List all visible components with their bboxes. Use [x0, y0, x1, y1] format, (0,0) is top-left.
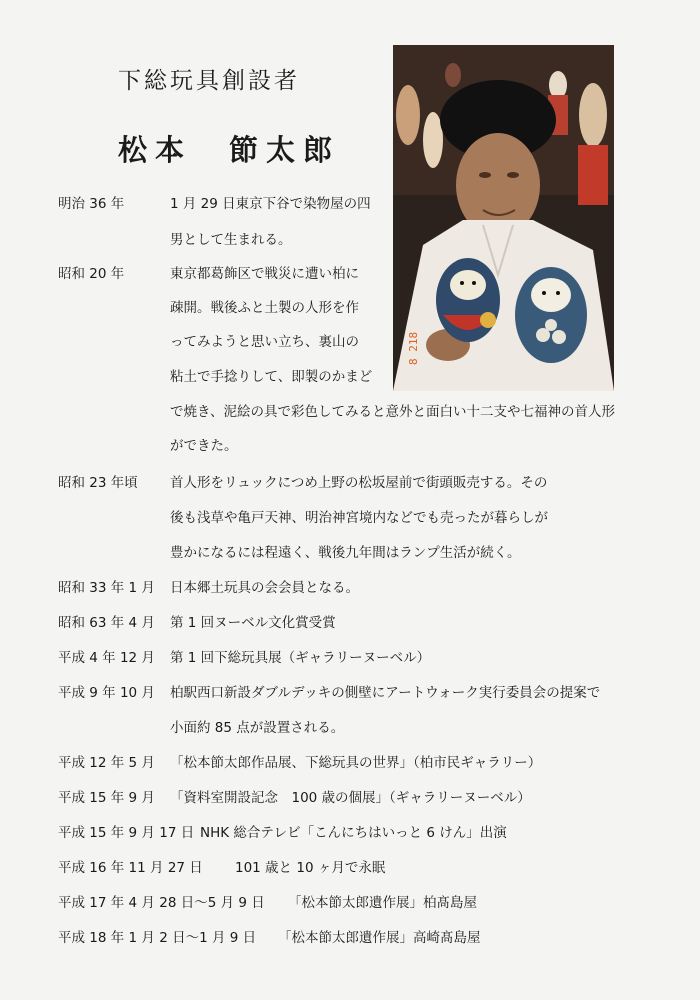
- photo-date-stamp: 8 218: [407, 331, 420, 365]
- entry-date: 平成 15 年 9 月: [58, 790, 155, 806]
- entry-date: 平成 18 年 1 月 2 日～1 月 9 日: [58, 930, 257, 946]
- entry-date: 昭和 33 年 1 月: [58, 580, 155, 596]
- entry-date: 平成 9 年 10 月: [58, 685, 155, 701]
- daruma-doll-left: [436, 258, 500, 342]
- entry-text: 1 月 29 日東京下谷で染物屋の四: [170, 196, 371, 212]
- entry-text: ができた。: [170, 438, 238, 454]
- entry-date: 昭和 63 年 4 月: [58, 615, 155, 631]
- entry-text: ってみようと思い立ち、裏山の: [170, 334, 359, 350]
- entry-text: 小面約 85 点が設置される。: [170, 720, 345, 736]
- entry-date: 平成 17 年 4 月 28 日～5 月 9 日: [58, 895, 265, 911]
- portrait-photo: [393, 45, 614, 391]
- entry-text: 「松本節太郎遺作展」高崎髙島屋: [278, 930, 481, 946]
- entry-text: 疎開。戦後ふと土製の人形を作: [170, 300, 359, 316]
- person-name: 松本 節太郎: [118, 133, 341, 167]
- daruma-doll-right: [515, 267, 587, 363]
- entry-text: 粘土で手捻りして、即製のかまど: [170, 369, 373, 385]
- entry-text: 101 歳と 10 ヶ月で永眠: [235, 860, 386, 876]
- entry-text: 「資料室開設記念 100 歳の個展」（ギャラリーヌーベル）: [170, 790, 531, 806]
- entry-date: 昭和 23 年頃: [58, 475, 138, 491]
- entry-date: 平成 12 年 5 月: [58, 755, 155, 771]
- entry-text: 第 1 回下総玩具展（ギャラリーヌーベル）: [170, 650, 431, 666]
- entry-text: で焼き、泥絵の具で彩色してみると意外と面白い十二支や七福神の首人形: [170, 404, 615, 420]
- entry-text: 豊かになるには程遠く、戦後九年間はランプ生活が続く。: [170, 545, 521, 561]
- entry-date: 平成 16 年 11 月 27 日: [58, 860, 203, 876]
- entry-text: NHK 総合テレビ「こんにちはいっと 6 けん」出演: [200, 825, 507, 841]
- entry-text: 「松本節太郎遺作展」柏髙島屋: [288, 895, 477, 911]
- entry-text: 男として生まれる。: [170, 232, 292, 248]
- entry-date: 明治 36 年: [58, 196, 125, 212]
- entry-date: 平成 4 年 12 月: [58, 650, 155, 666]
- entry-date: 平成 15 年 9 月 17 日: [58, 825, 195, 841]
- entry-text: 柏駅西口新設ダブルデッキの側壁にアートウォーク実行委員会の提案で: [170, 685, 601, 701]
- entry-text: 「松本節太郎作品展、下総玩具の世界」（柏市民ギャラリー）: [170, 755, 542, 771]
- portrait-illustration: [393, 45, 614, 391]
- entry-text: 後も浅草や亀戸天神、明治神宮境内などでも売ったが暮らしが: [170, 510, 548, 526]
- entry-text: 首人形をリュックにつめ上野の松坂屋前で街頭販売する。その: [170, 475, 548, 491]
- entry-text: 第 1 回ヌーベル文化賞受賞: [170, 615, 336, 631]
- subtitle: 下総玩具創設者: [118, 68, 300, 94]
- entry-date: 昭和 20 年: [58, 266, 125, 282]
- entry-text: 日本郷土玩具の会会員となる。: [170, 580, 359, 596]
- entry-text: 東京都葛飾区で戦災に遭い柏に: [170, 266, 359, 282]
